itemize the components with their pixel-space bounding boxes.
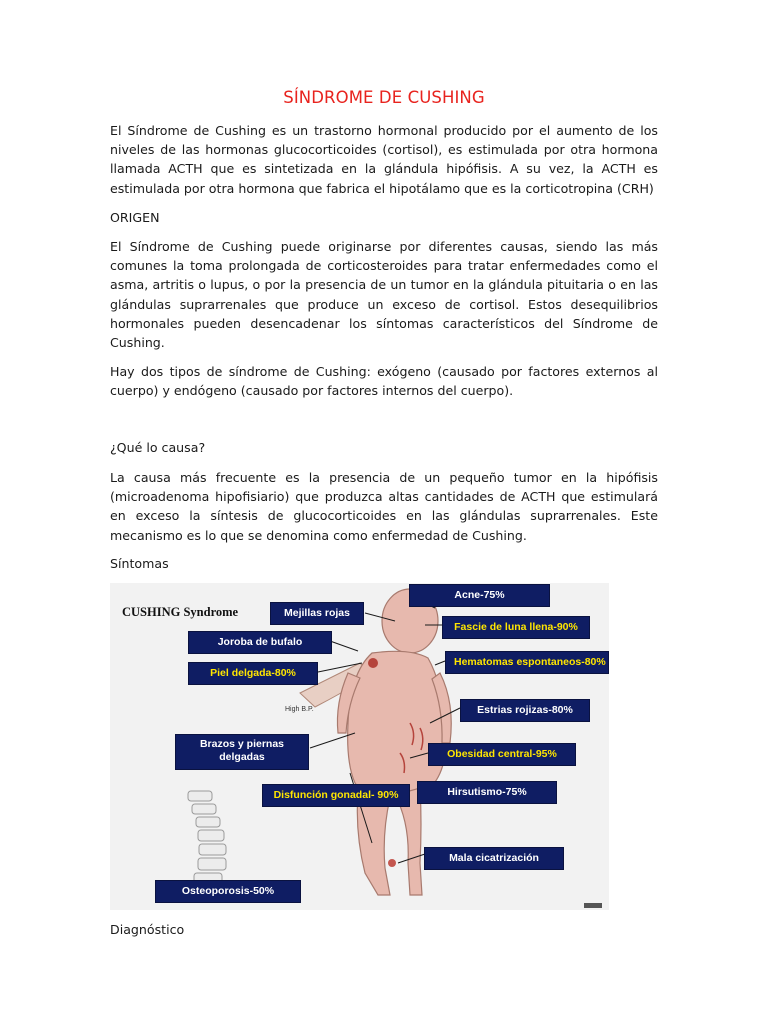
label-cicatrizacion: Mala cicatrización: [424, 847, 564, 870]
high-bp-label: High B.P.: [285, 706, 314, 713]
origen-paragraph: El Síndrome de Cushing puede originarse por diferentes causas, siendo las más comunes la toma prolongada de corticosteroides para tratar enfermedades como el asma, artritis o lupus, o por la presencia de un tumor en la glándula pituitaria o en las glándulas suprarrenales que produce un exceso de cortisol. Estos desequilibrios hormonales pueden desencadenar los síntomas característicos del Síndrome de Cushing.: [110, 239, 658, 351]
label-brazos: Brazos y piernas delgadas: [175, 734, 309, 770]
label-hematomas: Hematomas espontaneos-80%: [445, 651, 609, 674]
label-joroba: Joroba de bufalo: [188, 631, 332, 654]
tipos-paragraph: Hay dos tipos de síndrome de Cushing: exógeno (causado por factores externos al cuerpo) y endógeno (causado por factores internos del cuerpo).: [110, 364, 658, 399]
label-obesidad: Obesidad central-95%: [428, 743, 576, 766]
label-disfuncion: Disfunción gonadal- 90%: [262, 784, 410, 807]
causa-paragraph: La causa más frecuente es la presencia de un pequeño tumor en la hipófisis (microadenoma hipofisiario) que produzca altas cantidades de ACTH que estimulará en exceso la síntesis de glucocorticoides en las glándulas suprarrenales. Este mecanismo es lo que se denomina como enfermedad de Cushing.: [110, 470, 658, 543]
origen-heading: ORIGEN: [110, 210, 160, 225]
label-osteoporosis: Osteoporosis-50%: [155, 880, 301, 903]
label-acne: Acne-75%: [409, 584, 550, 607]
wound-mark: [388, 859, 396, 867]
label-fascie: Fascie de luna llena-90%: [442, 616, 590, 639]
document-title: SÍNDROME DE CUSHING: [283, 88, 485, 107]
bruise-mark: [368, 658, 378, 668]
spine-illustration: [188, 791, 226, 885]
label-mejillas: Mejillas rojas: [270, 602, 364, 625]
label-estrias: Estrias rojizas-80%: [460, 699, 590, 722]
sintomas-heading: Síntomas: [110, 556, 169, 571]
cushing-syndrome-figure: [110, 583, 609, 910]
label-piel: Piel delgada-80%: [188, 662, 318, 685]
intro-paragraph: El Síndrome de Cushing es un trastorno hormonal producido por el aumento de los niveles de las hormonas glucocorticoides (cortisol), es estimulada por otra hormona llamada ACTH que es sintetizada en la glándula hipófisis. A su vez, la ACTH es estimulada por otra hormona que fabrica el hipotálamo que es la corticotropina (CRH): [110, 123, 658, 196]
figure-title: CUSHING Syndrome: [122, 605, 239, 619]
diagnostico-heading: Diagnóstico: [110, 922, 185, 937]
label-hirsutismo: Hirsutismo-75%: [417, 781, 557, 804]
corner-mark: [584, 903, 602, 908]
causa-heading: ¿Qué lo causa?: [110, 440, 206, 455]
